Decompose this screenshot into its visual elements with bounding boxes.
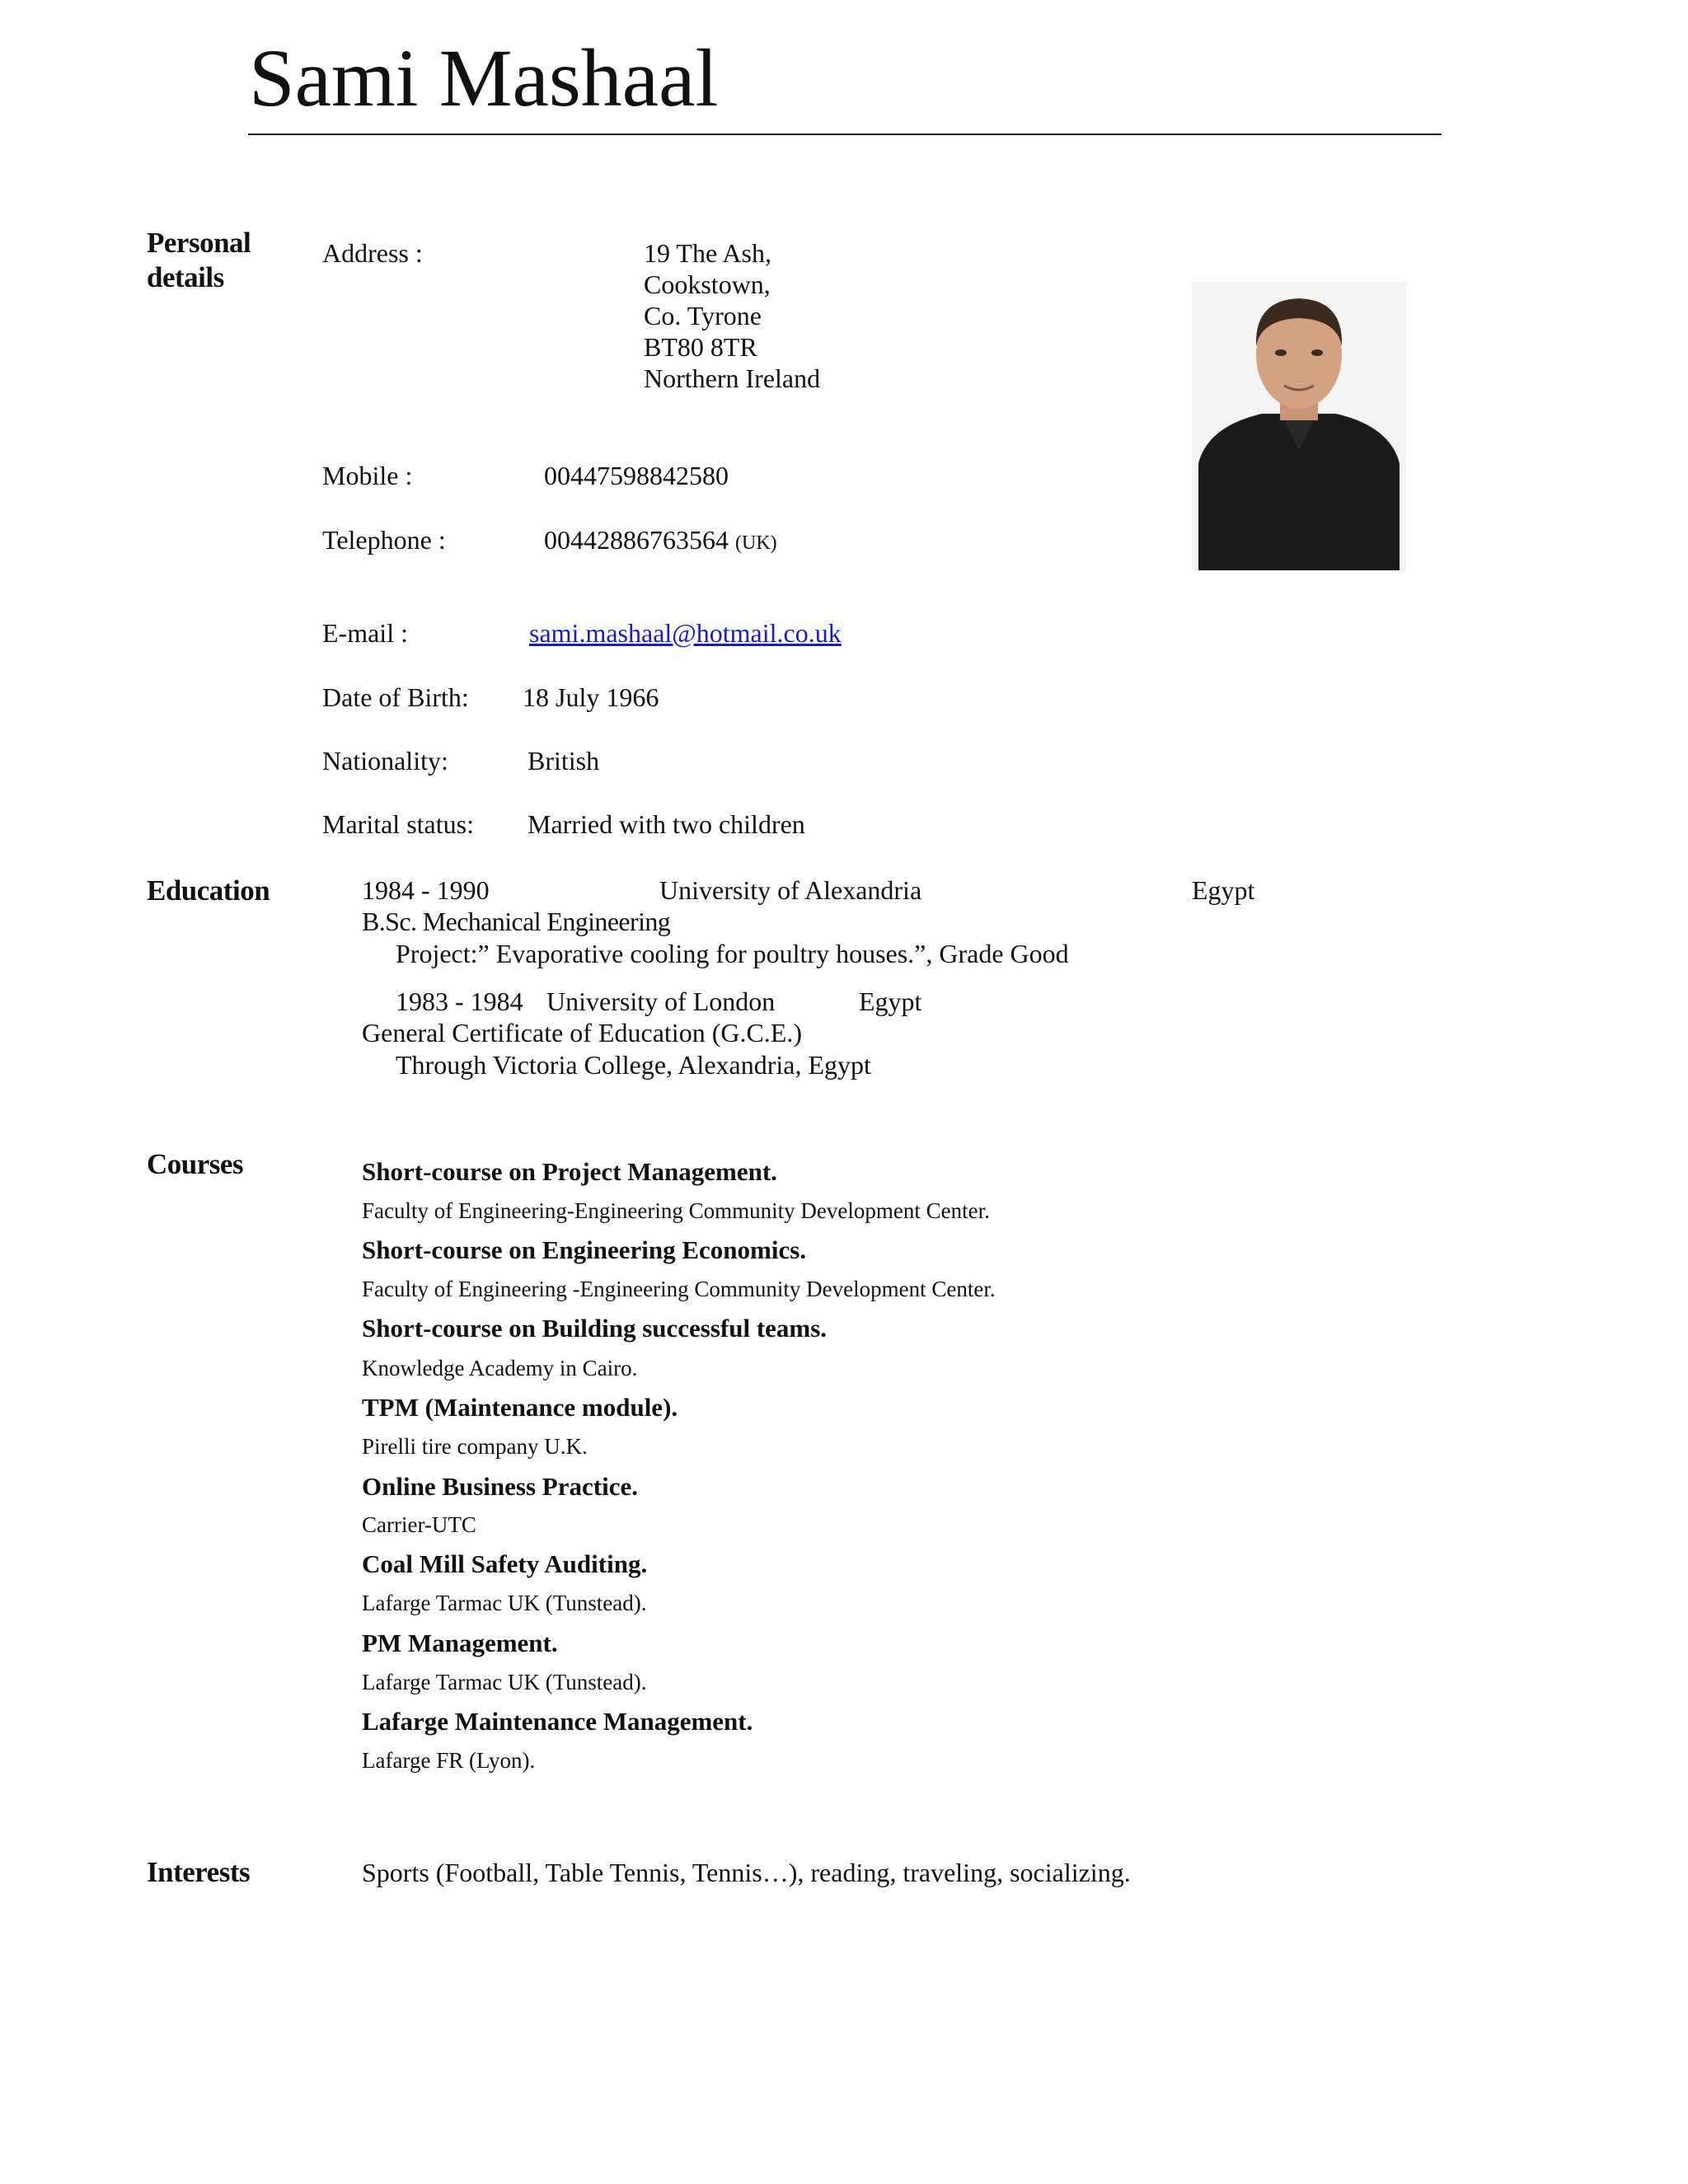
- cv-name: Sami Mashaal: [249, 32, 719, 124]
- dob-label: Date of Birth:: [322, 682, 469, 712]
- course-title: TPM (Maintenance module).: [362, 1393, 678, 1422]
- address-label: Address :: [322, 238, 423, 268]
- section-heading-interests: Interests: [147, 1856, 251, 1888]
- education-years: 1983 - 1984: [396, 987, 523, 1016]
- course-title: Short-course on Engineering Economics.: [362, 1235, 807, 1264]
- marital-value: Married with two children: [528, 809, 805, 839]
- education-country: Egypt: [859, 987, 922, 1016]
- course-title: Online Business Practice.: [362, 1472, 638, 1501]
- profile-photo-illustration: [1192, 282, 1406, 570]
- interests-text: Sports (Football, Table Tennis, Tennis…), reading, traveling, socializing.: [362, 1858, 1131, 1887]
- education-degree: B.Sc. Mechanical Engineering: [362, 907, 671, 936]
- course-title: PM Management.: [362, 1629, 558, 1657]
- nationality-label: Nationality:: [322, 746, 448, 776]
- telephone-label: Telephone :: [322, 525, 446, 555]
- marital-label: Marital status:: [322, 809, 474, 839]
- address-line: Cookstown,: [644, 269, 771, 299]
- email-link[interactable]: sami.mashaal@hotmail.co.uk: [529, 618, 842, 648]
- address-line: Northern Ireland: [644, 363, 821, 393]
- course-source: Faculty of Engineering-Engineering Community Development Center.: [362, 1198, 990, 1223]
- personal-heading-line1: Personal: [147, 227, 251, 259]
- education-institution: University of Alexandria: [659, 875, 922, 905]
- section-heading-personal: [147, 226, 251, 295]
- course-title: Coal Mill Safety Auditing.: [362, 1549, 648, 1578]
- telephone-value: [544, 524, 777, 559]
- course-title: Short-course on Building successful teams.: [362, 1314, 828, 1343]
- name-divider: [248, 134, 1442, 135]
- telephone-number: 00442886763564: [544, 525, 729, 555]
- course-title: Short-course on Project Management.: [362, 1157, 777, 1186]
- education-country: Egypt: [1192, 875, 1255, 905]
- address-line: BT80 8TR: [644, 332, 757, 362]
- address-line: 19 The Ash,: [644, 238, 771, 268]
- education-detail: Project:” Evaporative cooling for poultry houses.”, Grade Good: [396, 939, 1069, 968]
- education-detail: Through Victoria College, Alexandria, Egypt: [396, 1050, 871, 1080]
- education-institution: University of London: [546, 987, 776, 1016]
- course-source: Knowledge Academy in Cairo.: [362, 1356, 638, 1380]
- dob-value: 18 July 1966: [523, 682, 659, 712]
- education-years: 1984 - 1990: [362, 875, 490, 905]
- section-heading-courses: Courses: [147, 1148, 244, 1180]
- course-source: Lafarge FR (Lyon).: [362, 1748, 536, 1773]
- course-source: Faculty of Engineering -Engineering Community Development Center.: [362, 1277, 996, 1301]
- address-block: [644, 237, 820, 394]
- telephone-suffix: (UK): [735, 532, 777, 554]
- section-heading-education: Education: [147, 874, 270, 907]
- course-source: Lafarge Tarmac UK (Tunstead).: [362, 1591, 647, 1615]
- mobile-label: Mobile :: [322, 461, 413, 490]
- course-source: Pirelli tire company U.K.: [362, 1434, 588, 1459]
- personal-heading-line2: details: [147, 261, 224, 293]
- education-degree: General Certificate of Education (G.C.E.): [362, 1018, 802, 1047]
- email-label: E-mail :: [322, 618, 408, 648]
- course-title: Lafarge Maintenance Management.: [362, 1707, 753, 1736]
- email-value: [529, 617, 842, 649]
- course-source: Carrier-UTC: [362, 1512, 476, 1537]
- profile-photo: [1192, 282, 1406, 570]
- course-source: Lafarge Tarmac UK (Tunstead).: [362, 1670, 647, 1694]
- nationality-value: British: [528, 746, 600, 776]
- mobile-value: 00447598842580: [544, 461, 729, 490]
- address-line: Co. Tyrone: [644, 301, 762, 330]
